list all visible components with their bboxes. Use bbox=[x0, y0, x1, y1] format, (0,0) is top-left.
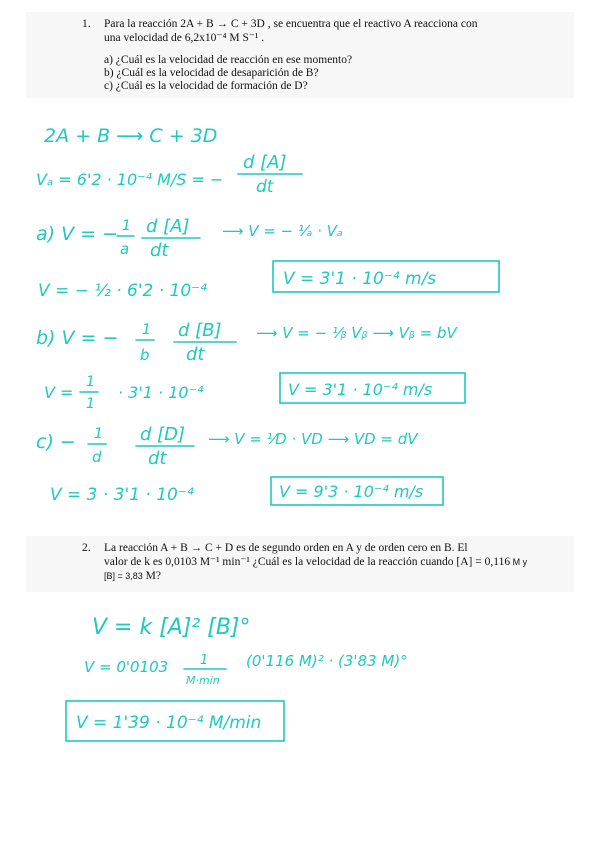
hw-a-result: V = 3'1 · 10⁻⁴ m/s bbox=[283, 269, 437, 289]
question-2-line1: La reacción A + B → C + D es de segundo orden en A y de orden cero en B. El bbox=[104, 542, 468, 554]
question-2-line3-small: [B] = 3,83 bbox=[104, 571, 143, 581]
hw-b-prefix: b) V = − bbox=[36, 327, 119, 349]
hw-va-den: dt bbox=[256, 177, 274, 197]
hw-b-calc-num: 1 bbox=[86, 374, 95, 390]
question-2-line2-unit: M y bbox=[510, 557, 528, 567]
hw-b-right: ⟶ V = − ¹⁄ᵦ Vᵦ ⟶ Vᵦ = bV bbox=[256, 324, 457, 342]
hw-a-coef-num: 1 bbox=[122, 218, 131, 234]
hw-va-left: Vₐ = 6'2 · 10⁻⁴ M/S = − bbox=[36, 170, 224, 189]
hw-a-right: ⟶ V = − ¹⁄ₐ · Vₐ bbox=[222, 222, 343, 240]
question-1-number: 1. bbox=[82, 18, 91, 30]
hw-a-prefix: a) V = − bbox=[36, 223, 119, 245]
hw-c-coef-num: 1 bbox=[94, 426, 103, 442]
hw-q2-sub-rest: (0'116 M)² · (3'83 M)° bbox=[246, 652, 408, 670]
hw-a-coef-den: a bbox=[120, 240, 130, 258]
hw-a-frac-num: d [A] bbox=[146, 216, 190, 237]
hw-b-calc-prefix: V = bbox=[44, 383, 74, 402]
hw-c-coef-den: d bbox=[92, 448, 102, 466]
hw-c-frac-den: dt bbox=[148, 448, 167, 469]
hw-b-coef-den: b bbox=[140, 346, 150, 364]
hw-reaction: 2A + B ⟶ C + 3D bbox=[44, 125, 218, 147]
hw-va-num: d [A] bbox=[243, 152, 287, 173]
question-1-part-c: c) ¿Cuál es la velocidad de formación de D? bbox=[104, 80, 308, 92]
hw-c-frac-num: d [D] bbox=[140, 424, 186, 445]
hw-a-calc: V = − ½ · 6'2 · 10⁻⁴ bbox=[38, 281, 207, 301]
hw-b-frac-num: d [B] bbox=[178, 320, 222, 341]
question-1-line1: Para la reacción 2A + B → C + 3D , se encuentra que el reactivo A reacciona con bbox=[104, 18, 478, 30]
hw-q2-rate-law: V = k [A]² [B]° bbox=[92, 615, 251, 640]
hw-b-result: V = 3'1 · 10⁻⁴ m/s bbox=[288, 380, 433, 399]
question-1-line2: una velocidad de 6,2x10⁻⁴ M S⁻¹ . bbox=[104, 32, 265, 44]
question-1-part-a: a) ¿Cuál es la velocidad de reacción en ese momento? bbox=[104, 54, 353, 66]
question-2-number: 2. bbox=[82, 542, 91, 554]
hw-q2-result: V = 1'39 · 10⁻⁴ M/min bbox=[76, 713, 262, 733]
question-1-part-b: b) ¿Cuál es la velocidad de desaparición de B? bbox=[104, 67, 319, 79]
hw-b-calc-den: 1 bbox=[86, 396, 95, 412]
hw-q2-sub-den: M·min bbox=[186, 674, 220, 687]
hw-b-calc-rest: · 3'1 · 10⁻⁴ bbox=[118, 383, 204, 402]
hw-a-frac-den: dt bbox=[150, 240, 169, 261]
hw-b-frac-den: dt bbox=[186, 344, 205, 365]
hw-c-result: V = 9'3 · 10⁻⁴ m/s bbox=[279, 482, 424, 501]
question-2-line2-main: valor de k es 0,0103 M⁻¹ min⁻¹ ¿Cuál es la velocidad de la reacción cuando [A] = 0,116 bbox=[104, 556, 511, 568]
question-2-line3-main: M? bbox=[142, 570, 161, 582]
hw-b-coef-num: 1 bbox=[142, 322, 151, 338]
hw-q2-sub-num: 1 bbox=[200, 653, 209, 668]
hw-q2-sub-prefix: V = 0'0103 bbox=[84, 658, 169, 676]
hw-c-right: ⟶ V = ¹⁄D · VD ⟶ VD = dV bbox=[208, 430, 418, 448]
hw-c-prefix: c) − bbox=[36, 431, 76, 453]
hw-c-calc: V = 3 · 3'1 · 10⁻⁴ bbox=[50, 485, 194, 505]
